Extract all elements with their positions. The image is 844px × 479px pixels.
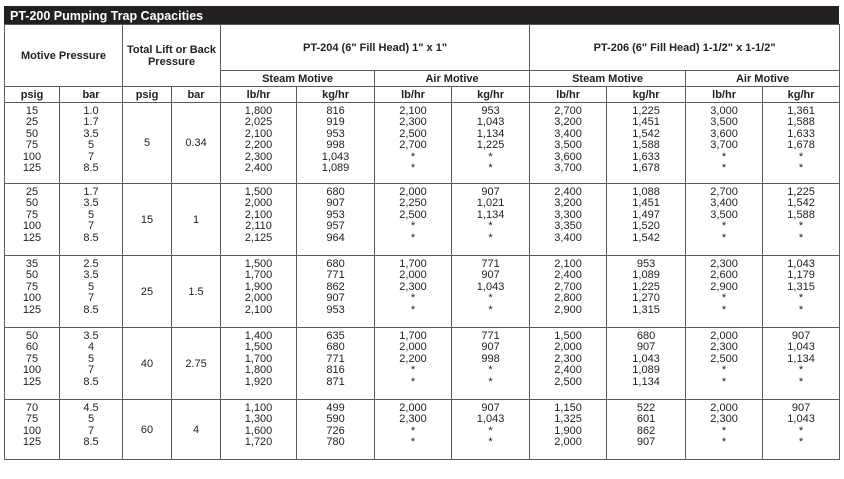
cell-pt204-steam-lb: 1,500 2,000 2,100 2,110 2,125	[221, 184, 297, 256]
cell-pt206-air-kg: 907 1,043 1,134 * *	[763, 328, 840, 400]
header-motive-pressure: Motive Pressure	[5, 25, 123, 87]
unit-header: lb/hr	[686, 87, 763, 103]
cell-pt206-air-lb: 2,000 2,300 * *	[686, 400, 763, 460]
cell-motive-bar: 4.5 5 7 8.5	[60, 400, 123, 460]
cell-pt206-steam-kg: 522 601 862 907	[607, 400, 686, 460]
cell-lift-bar: 1.5	[172, 256, 221, 328]
cell-pt204-air-kg: 771 907 998 * *	[452, 328, 530, 400]
cell-pt206-steam-lb: 2,700 3,200 3,400 3,500 3,600 3,700	[530, 103, 607, 184]
cell-pt204-air-lb: 2,100 2,300 2,500 2,700 * *	[375, 103, 452, 184]
cell-motive-bar: 3.5 4 5 7 8.5	[60, 328, 123, 400]
header-total-lift: Total Lift or Back Pressure	[123, 25, 221, 87]
cell-pt206-air-kg: 907 1,043 * *	[763, 400, 840, 460]
table-body	[5, 103, 840, 460]
cell-pt204-steam-kg: 635 680 771 816 871	[297, 328, 375, 400]
cell-lift-bar: 1	[172, 184, 221, 256]
capacity-table	[4, 24, 840, 460]
header-pt204-air: Air Motive	[375, 71, 530, 87]
unit-header: psig	[123, 87, 172, 103]
cell-pt204-steam-kg: 680 907 953 957 964	[297, 184, 375, 256]
cell-lift-bar: 4	[172, 400, 221, 460]
header-pt204: PT-204 (6" Fill Head) 1" x 1"	[221, 25, 530, 71]
cell-pt204-steam-lb: 1,500 1,700 1,900 2,000 2,100	[221, 256, 297, 328]
cell-motive-psig: 15 25 50 75 100 125	[5, 103, 60, 184]
cell-motive-psig: 70 75 100 125	[5, 400, 60, 460]
cell-pt206-air-lb: 3,000 3,500 3,600 3,700 * *	[686, 103, 763, 184]
unit-header: kg/hr	[452, 87, 530, 103]
cell-pt204-air-kg: 953 1,043 1,134 1,225 * *	[452, 103, 530, 184]
header-pt204-steam: Steam Motive	[221, 71, 375, 87]
cell-pt204-air-lb: 1,700 2,000 2,200 * *	[375, 328, 452, 400]
cell-pt204-air-kg: 771 907 1,043 * *	[452, 256, 530, 328]
cell-pt206-air-lb: 2,700 3,400 3,500 * *	[686, 184, 763, 256]
table-row	[5, 256, 840, 328]
cell-pt206-air-lb: 2,300 2,600 2,900 * *	[686, 256, 763, 328]
cell-lift-psig: 25	[123, 256, 172, 328]
unit-header: kg/hr	[607, 87, 686, 103]
cell-pt206-steam-lb: 1,150 1,325 1,900 2,000	[530, 400, 607, 460]
header-pt206-steam: Steam Motive	[530, 71, 686, 87]
cell-pt204-air-lb: 2,000 2,250 2,500 * *	[375, 184, 452, 256]
unit-header: kg/hr	[297, 87, 375, 103]
cell-lift-psig: 5	[123, 103, 172, 184]
header-pt206: PT-206 (6" Fill Head) 1-1/2" x 1-1/2"	[530, 25, 840, 71]
cell-pt204-air-kg: 907 1,021 1,134 * *	[452, 184, 530, 256]
cell-pt204-steam-kg: 816 919 953 998 1,043 1,089	[297, 103, 375, 184]
cell-lift-bar: 2.75	[172, 328, 221, 400]
unit-header: psig	[5, 87, 60, 103]
cell-pt206-air-kg: 1,225 1,542 1,588 * *	[763, 184, 840, 256]
cell-lift-bar: 0.34	[172, 103, 221, 184]
table-title: PT-200 Pumping Trap Capacities	[4, 6, 839, 24]
cell-pt206-steam-kg: 680 907 1,043 1,089 1,134	[607, 328, 686, 400]
cell-pt204-steam-lb: 1,800 2,025 2,100 2,200 2,300 2,400	[221, 103, 297, 184]
cell-motive-bar: 1.0 1.7 3.5 5 7 8.5	[60, 103, 123, 184]
cell-lift-psig: 15	[123, 184, 172, 256]
cell-motive-bar: 1.7 3.5 5 7 8.5	[60, 184, 123, 256]
unit-header: lb/hr	[221, 87, 297, 103]
unit-header: bar	[172, 87, 221, 103]
cell-lift-psig: 40	[123, 328, 172, 400]
cell-lift-psig: 60	[123, 400, 172, 460]
unit-header: kg/hr	[763, 87, 840, 103]
unit-header: lb/hr	[375, 87, 452, 103]
cell-pt204-steam-kg: 680 771 862 907 953	[297, 256, 375, 328]
cell-pt206-air-lb: 2,000 2,300 2,500 * *	[686, 328, 763, 400]
cell-pt206-steam-lb: 1,500 2,000 2,300 2,400 2,500	[530, 328, 607, 400]
cell-pt204-air-kg: 907 1,043 * *	[452, 400, 530, 460]
header-pt206-air: Air Motive	[686, 71, 840, 87]
cell-pt206-steam-kg: 1,088 1,451 1,497 1,520 1,542	[607, 184, 686, 256]
table-row	[5, 184, 840, 256]
capacity-table-container	[4, 6, 839, 460]
cell-pt206-steam-kg: 953 1,089 1,225 1,270 1,315	[607, 256, 686, 328]
cell-pt204-air-lb: 1,700 2,000 2,300 * *	[375, 256, 452, 328]
cell-pt206-steam-lb: 2,400 3,200 3,300 3,350 3,400	[530, 184, 607, 256]
cell-pt204-air-lb: 2,000 2,300 * *	[375, 400, 452, 460]
unit-header: lb/hr	[530, 87, 607, 103]
cell-motive-psig: 50 60 75 100 125	[5, 328, 60, 400]
table-row	[5, 328, 840, 400]
cell-pt206-steam-kg: 1,225 1,451 1,542 1,588 1,633 1,678	[607, 103, 686, 184]
cell-pt204-steam-lb: 1,100 1,300 1,600 1,720	[221, 400, 297, 460]
cell-motive-psig: 25 50 75 100 125	[5, 184, 60, 256]
cell-pt204-steam-lb: 1,400 1,500 1,700 1,800 1,920	[221, 328, 297, 400]
cell-pt206-air-kg: 1,043 1,179 1,315 * *	[763, 256, 840, 328]
cell-motive-psig: 35 50 75 100 125	[5, 256, 60, 328]
table-row	[5, 400, 840, 460]
cell-pt204-steam-kg: 499 590 726 780	[297, 400, 375, 460]
unit-header: bar	[60, 87, 123, 103]
table-row	[5, 103, 840, 184]
cell-pt206-steam-lb: 2,100 2,400 2,700 2,800 2,900	[530, 256, 607, 328]
cell-motive-bar: 2.5 3.5 5 7 8.5	[60, 256, 123, 328]
cell-pt206-air-kg: 1,361 1,588 1,633 1,678 * *	[763, 103, 840, 184]
